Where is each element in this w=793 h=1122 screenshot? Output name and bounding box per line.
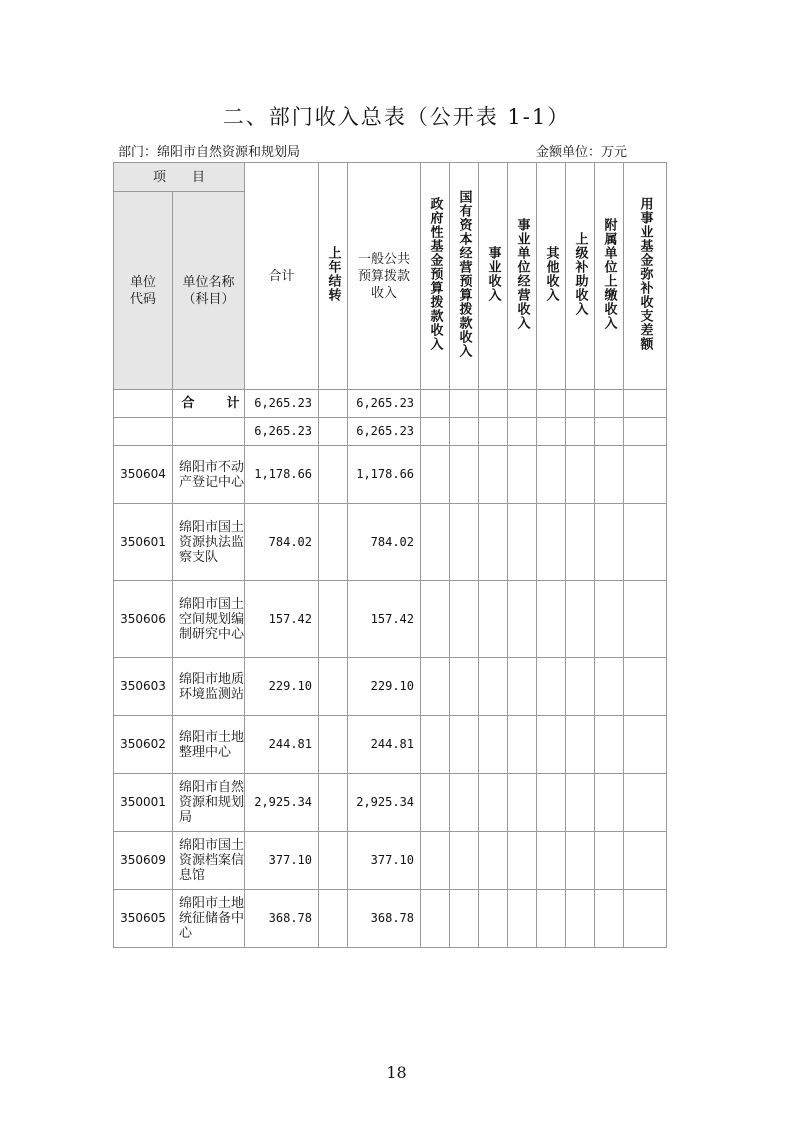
empty-cell [537,581,566,658]
total-cell: 157.42 [245,581,319,658]
table-row [114,581,667,658]
empty-cell [479,446,508,504]
empty-cell [595,390,624,418]
header-business-income [479,163,508,390]
general-budget-cell: 244.81 [348,716,421,774]
general-budget-cell: 784.02 [348,504,421,581]
unit-label: 金额单位：万元 [536,145,628,160]
empty-cell [566,390,595,418]
header-business-unit-income-text: 事业单位经营收入 [514,217,530,330]
empty-cell [421,418,450,446]
carry-over-cell [319,832,348,890]
empty-cell [421,581,450,658]
unit-code-cell: 350604 [114,446,173,504]
unit-code-cell [114,418,173,446]
carry-over-cell [319,418,348,446]
carry-over-cell [319,716,348,774]
header-superior-subsidy [566,163,595,390]
table-row [114,446,667,504]
empty-cell [566,446,595,504]
empty-cell [566,504,595,581]
unit-code-cell: 350605 [114,890,173,948]
unit-name-cell: 绵阳市自然资源和规划局 [173,774,245,832]
page-title: 二、部门收入总表（公开表 1-1） [222,105,571,129]
unit-name-cell [173,418,245,446]
header-gov-fund [421,163,450,390]
carry-over-cell [319,658,348,716]
empty-cell [537,446,566,504]
empty-cell [595,890,624,948]
empty-cell [421,504,450,581]
unit-code-cell: 350603 [114,658,173,716]
empty-cell [624,774,667,832]
empty-cell [508,832,537,890]
empty-cell [508,504,537,581]
empty-cell [566,418,595,446]
empty-cell [450,890,479,948]
empty-cell [450,390,479,418]
table-row [114,390,667,418]
carry-over-cell [319,774,348,832]
unit-code-cell: 350609 [114,832,173,890]
header-unit-code: 单位 代码 [114,192,173,390]
header-carry-over [319,163,348,390]
carry-over-cell [319,504,348,581]
empty-cell [479,774,508,832]
empty-cell [508,390,537,418]
empty-cell [508,716,537,774]
general-budget-cell: 157.42 [348,581,421,658]
empty-cell [508,890,537,948]
empty-cell [479,504,508,581]
department-label: 部门：绵阳市自然资源和规划局 [118,145,301,160]
empty-cell [450,716,479,774]
empty-cell [508,774,537,832]
header-fund-deficit [624,163,667,390]
header-superior-subsidy-text: 上级补助收入 [572,231,588,316]
empty-cell [421,890,450,948]
empty-cell [479,390,508,418]
carry-over-cell [319,581,348,658]
empty-cell [479,890,508,948]
general-budget-cell: 6,265.23 [348,418,421,446]
header-gov-fund-text: 政府性基金预算拨款收入 [427,196,443,351]
header-carry-over-text: 上年结转 [325,245,341,302]
table-row [114,418,667,446]
empty-cell [479,418,508,446]
unit-name-cell: 合 计 [173,390,245,418]
empty-cell [450,504,479,581]
total-cell: 6,265.23 [245,390,319,418]
empty-cell [566,832,595,890]
header-general-budget: 一般公共 预算拨款 收入 [348,163,421,390]
unit-code-cell [114,390,173,418]
empty-cell [537,774,566,832]
unit-code-cell: 350601 [114,504,173,581]
empty-cell [450,774,479,832]
general-budget-cell: 229.10 [348,658,421,716]
general-budget-cell: 2,925.34 [348,774,421,832]
header-affiliated-income-text: 附属单位上缴收入 [601,217,617,330]
table-row [114,774,667,832]
header-unit-name: 单位名称 （科目） [173,192,245,390]
empty-cell [595,832,624,890]
general-budget-cell: 368.78 [348,890,421,948]
empty-cell [566,890,595,948]
unit-name-cell: 绵阳市土地统征储备中心 [173,890,245,948]
empty-cell [479,658,508,716]
unit-code-cell: 350001 [114,774,173,832]
header-state-capital-text: 国有资本经营预算拨款收入 [456,189,472,358]
unit-name-cell: 绵阳市不动产登记中心 [173,446,245,504]
empty-cell [595,418,624,446]
table-row [114,890,667,948]
empty-cell [566,581,595,658]
carry-over-cell [319,446,348,504]
total-cell: 368.78 [245,890,319,948]
header-fund-deficit-text: 用事业基金弥补收支差额 [637,196,653,351]
empty-cell [566,774,595,832]
empty-cell [595,504,624,581]
general-budget-cell: 377.10 [348,832,421,890]
total-cell: 6,265.23 [245,418,319,446]
empty-cell [624,716,667,774]
empty-cell [421,658,450,716]
empty-cell [595,581,624,658]
header-project: 项 目 [114,163,245,192]
header-affiliated-income [595,163,624,390]
empty-cell [421,446,450,504]
empty-cell [450,446,479,504]
empty-cell [537,832,566,890]
empty-cell [421,390,450,418]
empty-cell [624,446,667,504]
unit-name-cell: 绵阳市国土资源档案信息馆 [173,832,245,890]
empty-cell [508,446,537,504]
total-cell: 377.10 [245,832,319,890]
empty-cell [566,716,595,774]
empty-cell [421,716,450,774]
empty-cell [537,390,566,418]
empty-cell [450,581,479,658]
table-row [114,504,667,581]
header-state-capital [450,163,479,390]
empty-cell [508,418,537,446]
empty-cell [537,658,566,716]
empty-cell [566,658,595,716]
empty-cell [624,504,667,581]
page-number: 18 [386,1063,407,1082]
empty-cell [624,581,667,658]
header-other-income [537,163,566,390]
empty-cell [508,581,537,658]
empty-cell [624,418,667,446]
header-business-unit-income [508,163,537,390]
empty-cell [421,832,450,890]
empty-cell [595,774,624,832]
table-row [114,832,667,890]
empty-cell [450,832,479,890]
empty-cell [595,716,624,774]
unit-code-cell: 350606 [114,581,173,658]
general-budget-cell: 6,265.23 [348,390,421,418]
empty-cell [537,504,566,581]
empty-cell [421,774,450,832]
total-cell: 1,178.66 [245,446,319,504]
carry-over-cell [319,390,348,418]
income-summary-table [113,162,667,948]
unit-name-cell: 绵阳市地质环境监测站 [173,658,245,716]
empty-cell [508,658,537,716]
empty-cell [624,890,667,948]
carry-over-cell [319,890,348,948]
empty-cell [537,716,566,774]
empty-cell [479,581,508,658]
unit-name-cell: 绵阳市国土资源执法监察支队 [173,504,245,581]
header-total: 合计 [245,163,319,390]
empty-cell [479,832,508,890]
empty-cell [624,658,667,716]
total-cell: 2,925.34 [245,774,319,832]
header-other-income-text: 其他收入 [543,245,559,302]
empty-cell [595,446,624,504]
unit-name-cell: 绵阳市土地整理中心 [173,716,245,774]
table-body [114,390,667,948]
empty-cell [595,658,624,716]
empty-cell [537,890,566,948]
header-business-income-text: 事业收入 [485,245,501,302]
table-row [114,658,667,716]
table-row [114,716,667,774]
total-cell: 244.81 [245,716,319,774]
general-budget-cell: 1,178.66 [348,446,421,504]
empty-cell [450,418,479,446]
unit-name-cell: 绵阳市国土空间规划编制研究中心 [173,581,245,658]
unit-code-cell: 350602 [114,716,173,774]
empty-cell [624,390,667,418]
empty-cell [450,658,479,716]
total-cell: 784.02 [245,504,319,581]
empty-cell [624,832,667,890]
empty-cell [479,716,508,774]
empty-cell [537,418,566,446]
total-cell: 229.10 [245,658,319,716]
